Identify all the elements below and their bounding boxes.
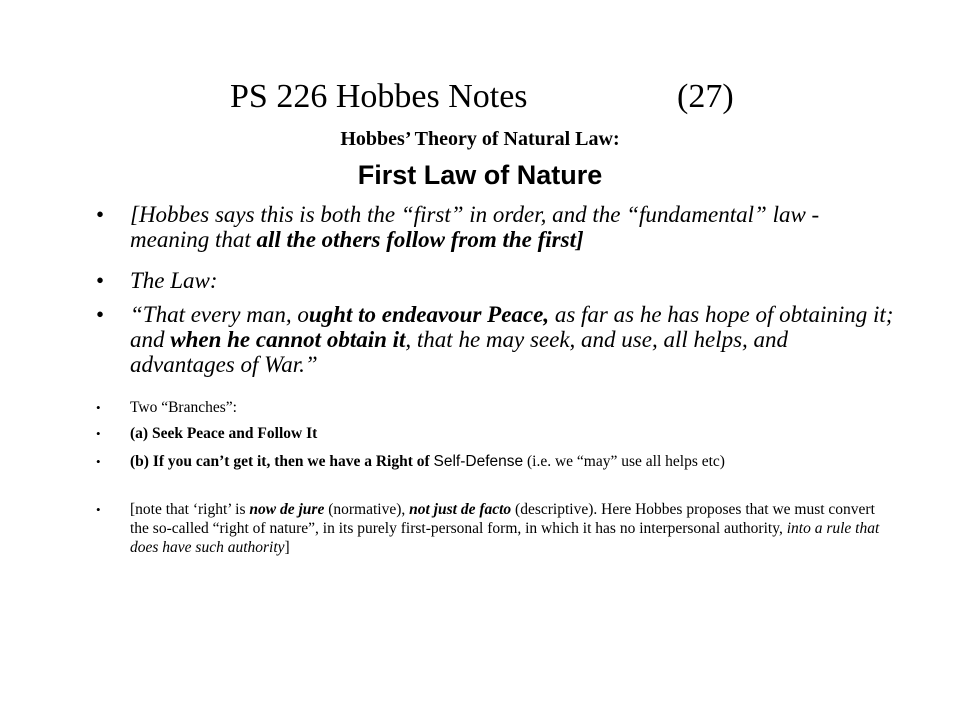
bullet-text: The Law: xyxy=(130,268,218,293)
bullet-text: “That every man, ought to endeavour Peace, as far as he has hope of obtaining it; and when he cannot obtain it, that he may seek, and use, all helps, and advantages of War.” xyxy=(130,302,894,377)
bullet-text: [note that ‘right’ is now de jure (normative), not just de facto (descriptive). Here Hobbes proposes that we must convert the so-called “right of nature”, in its purely first-personal form, in which it has no interpersonal authority, into a rule that does have such authority] xyxy=(130,501,880,556)
page-title: PS 226 Hobbes Notes xyxy=(230,78,528,115)
bullet-marker: • xyxy=(96,268,105,293)
subtitle: Hobbes’ Theory of Natural Law: xyxy=(340,128,620,150)
bullet-item-5 xyxy=(96,424,896,443)
section-heading: First Law of Nature xyxy=(357,160,603,190)
bullet-item-1 xyxy=(96,202,896,252)
bullet-item-4 xyxy=(96,398,896,417)
bullet-marker: • xyxy=(96,454,101,469)
bullet-marker: • xyxy=(96,400,101,415)
bullet-marker: • xyxy=(96,302,105,327)
title-row xyxy=(0,78,960,118)
bullet-text: (b) If you can’t get it, then we have a Right of Self-Defense (i.e. we “may” use all helps etc) xyxy=(130,453,725,470)
bullet-item-7 xyxy=(96,500,896,557)
bullet-marker: • xyxy=(96,426,101,441)
bullet-marker: • xyxy=(96,502,101,517)
page-number: (27) xyxy=(677,78,734,115)
bullet-text: Two “Branches”: xyxy=(130,399,237,416)
bullet-item-2 xyxy=(96,268,896,293)
bullet-text: (a) Seek Peace and Follow It xyxy=(130,425,318,442)
bullet-item-3 xyxy=(96,302,896,377)
bullet-text: [Hobbes says this is both the “first” in order, and the “fundamental” law - meaning that all the others follow from the first] xyxy=(130,202,820,252)
bullet-item-6 xyxy=(96,452,896,471)
bullet-marker: • xyxy=(96,202,105,227)
